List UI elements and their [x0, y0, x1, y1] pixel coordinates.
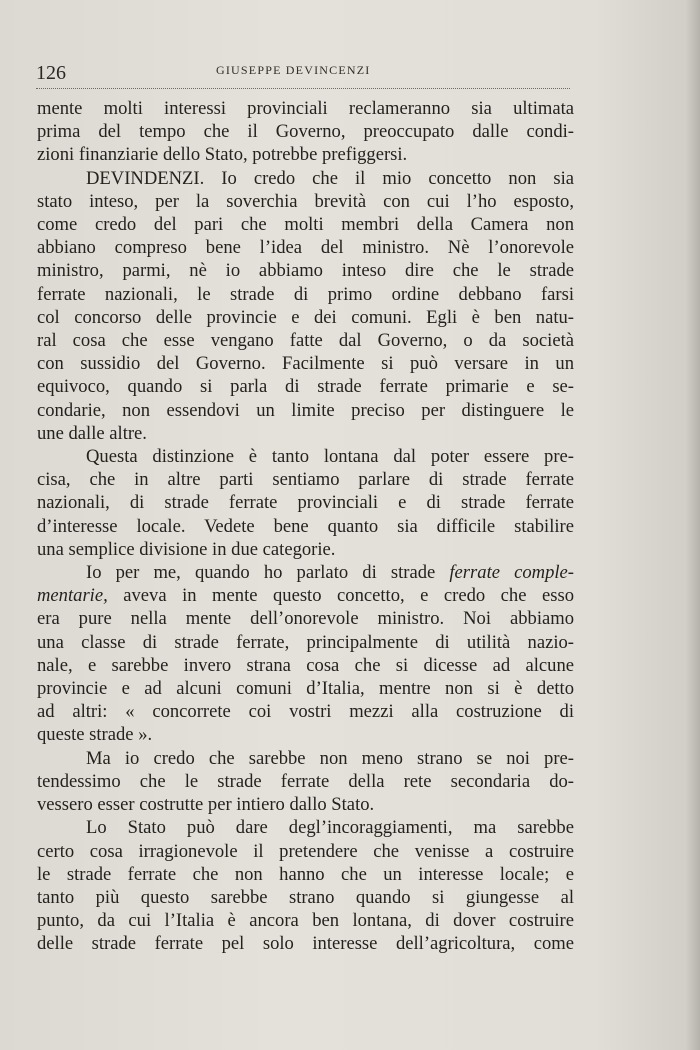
text-line: zioni finanziarie dello Stato, potrebbe prefiggersi. — [37, 144, 408, 166]
text-line: abbiano compreso bene l’idea del ministro. Nè l’onorevole — [37, 237, 574, 259]
text-line: Ma io credo che sarebbe non meno strano se noi pre- — [86, 747, 574, 769]
text-line: d’interesse locale. Vedete bene quanto sia difficile stabilire — [37, 515, 574, 537]
text-line: Questa distinzione è tanto lontana dal poter essere pre- — [86, 446, 574, 468]
header-rule — [36, 88, 570, 89]
text-line: certo cosa irragionevole il pretendere che venisse a costruire — [37, 840, 574, 862]
text-line: condarie, non essendovi un limite preciso per distinguere le — [37, 399, 574, 421]
text-line: queste strade ». — [37, 724, 153, 746]
text-run: Io per me, quando ho parlato di strade — [86, 562, 450, 584]
text-line: col concorso delle provincie e dei comuni. Egli è ben natu- — [37, 306, 574, 328]
text-line — [37, 561, 574, 584]
text-run: aveva in mente questo concetto, e credo che esso — [107, 585, 574, 607]
text-line: tendessimo che le strade ferrate della rete secondaria do- — [37, 770, 574, 792]
page-number: 126 — [36, 62, 66, 84]
text-line: cisa, che in altre parti sentiamo parlare di strade ferrate — [37, 469, 574, 491]
text-line: prima del tempo che il Governo, preoccupato dalle condi- — [37, 121, 574, 143]
text-line: nazionali, di strade ferrate provinciali e di strade ferrate — [37, 492, 574, 514]
text-line: una semplice divisione in due categorie. — [37, 538, 336, 560]
body-text — [37, 97, 574, 956]
text-line: provincie e ad alcuni comuni d’Italia, mentre non si è detto — [37, 678, 574, 700]
text-line: mente molti interessi provinciali reclameranno sia ultimata — [37, 98, 574, 119]
text-line: ral cosa che esse vengano fatte dal Governo, o da società — [37, 330, 574, 352]
text-line: equivoco, quando si parla di strade ferrate primarie e se- — [37, 376, 574, 398]
text-line: le strade ferrate che non hanno che un interesse locale; e — [37, 863, 574, 885]
text-line: punto, da cui l’Italia è ancora ben lontana, di dover costruire — [37, 910, 574, 932]
page-edge-shadow — [686, 0, 700, 1050]
text-line: Lo Stato può dare degl’incoraggiamenti, ma sarebbe — [86, 817, 574, 839]
text-line — [37, 584, 574, 607]
text-line: nale, e sarebbe invero strana cosa che si dicesse ad alcune — [37, 654, 574, 676]
text-line: delle strade ferrate pel solo interesse dell’agricoltura, come — [37, 933, 574, 955]
italic-phrase: ferrate comple- — [449, 562, 574, 584]
running-head: GIUSEPPE DEVINCENZI — [216, 63, 371, 77]
text-line: ad altri: « concorrete coi vostri mezzi alla costruzione di — [37, 701, 574, 723]
text-line: tanto più questo sarebbe strano quando si giungesse al — [37, 886, 574, 908]
text-line: vessero esser costrutte per intiero dallo Stato. — [37, 794, 375, 816]
text-line: era pure nella mente dell’onorevole ministro. Noi abbiamo — [37, 608, 574, 630]
text-line: una classe di strade ferrate, principalmente di utilità nazio- — [37, 631, 574, 653]
italic-phrase: mentarie, — [37, 585, 108, 607]
text-line: ferrate nazionali, le strade di primo ordine debbano farsi — [37, 283, 574, 305]
text-line: stato inteso, per la soverchia brevità con cui l’ho esposto, — [37, 190, 574, 212]
text-line: DEVINDENZI. Io credo che il mio concetto non sia — [86, 167, 574, 189]
page-header — [36, 60, 582, 90]
text-line: une dalle altre. — [37, 422, 147, 444]
text-line: ministro, parmi, nè io abbiamo inteso dire che le strade — [37, 260, 574, 282]
text-line: con sussidio del Governo. Facilmente si può versare in un — [37, 353, 574, 375]
text-line: come credo del pari che molti membri della Camera non — [37, 214, 574, 236]
